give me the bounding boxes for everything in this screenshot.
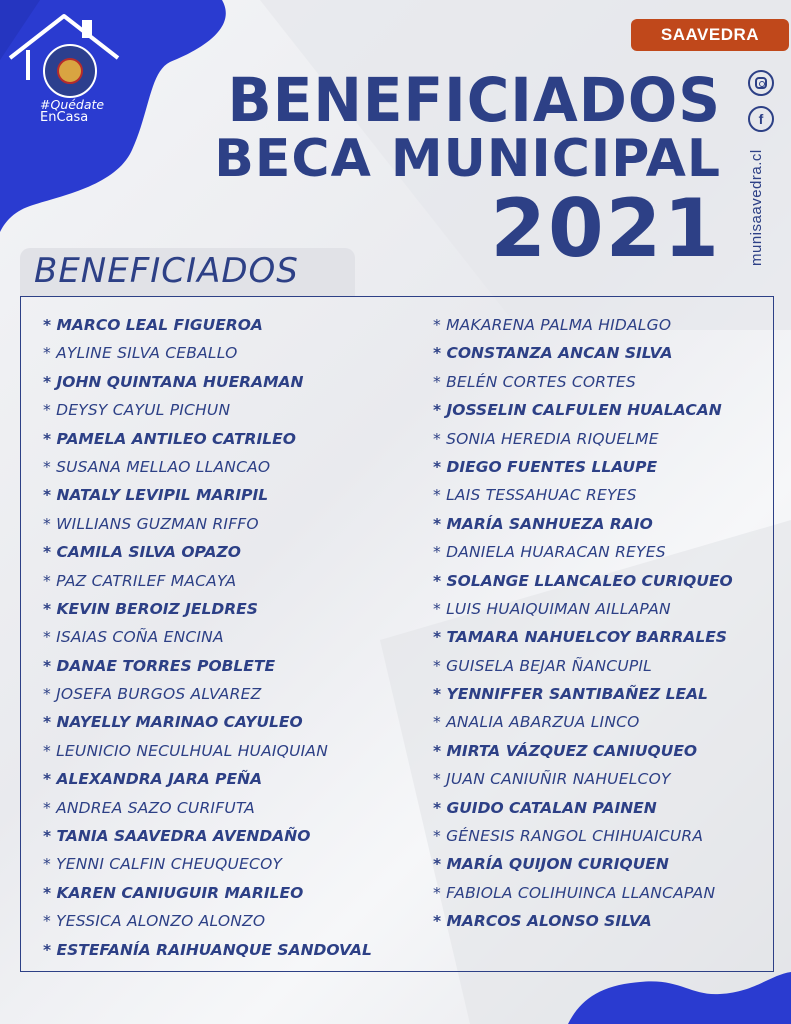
municipal-seal-icon: [43, 44, 97, 98]
list-item: * SONIA HEREDIA RIQUELME: [433, 429, 659, 448]
list-item: * SOLANGE LLANCALEO CURIQUEO: [433, 571, 733, 590]
list-item: * MAKARENA PALMA HIDALGO: [433, 316, 672, 334]
logo-tagline: [40, 98, 120, 124]
list-item: * NATALY LEVIPIL MARIPIL: [43, 486, 269, 505]
website-link[interactable]: munisaavedra.cl: [748, 149, 765, 266]
facebook-glyph: f: [758, 111, 764, 127]
title-line1: BENEFICIADOS: [227, 64, 721, 136]
list-item: * FABIOLA COLIHUINCA LLANCAPAN: [433, 883, 716, 902]
list-item: * MARÍA QUIJON CURIQUEN: [433, 855, 669, 874]
list-item: * AYLINE SILVA CEBALLO: [43, 344, 238, 363]
list-item: * DANAE TORRES POBLETE: [43, 656, 276, 675]
instagram-icon[interactable]: [748, 70, 774, 96]
list-item: * KAREN CANIUGUIR MARILEO: [43, 883, 304, 902]
list-item: * GUISELA BEJAR ÑANCUPIL: [433, 656, 653, 675]
logo-tagline-line1: #Quédate: [40, 97, 105, 112]
page-title: [214, 64, 721, 275]
list-item: * JOHN QUINTANA HUERAMAN: [43, 372, 304, 391]
list-item: * ANDREA SAZO CURIFUTA: [43, 798, 255, 817]
list-item: * ISAIAS COÑA ENCINA: [43, 628, 224, 647]
list-item: * PAZ CATRILEF MACAYA: [43, 571, 237, 590]
list-item: * NAYELLY MARINAO CAYULEO: [43, 713, 303, 732]
list-item: * BELÉN CORTES CORTES: [433, 372, 636, 391]
list-item: * YESSICA ALONZO ALONZO: [43, 912, 266, 931]
beneficiaries-list: [20, 296, 774, 972]
list-item: * PAMELA ANTILEO CATRILEO: [43, 429, 296, 448]
list-item: * MIRTA VÁZQUEZ CANIUQUEO: [433, 741, 698, 760]
list-item: * LUIS HUAIQUIMAN AILLAPAN: [433, 599, 671, 618]
list-item: * GUIDO CATALAN PAINEN: [433, 798, 657, 817]
beneficiaries-column-right: [433, 311, 773, 936]
list-item: * JOSSELIN CALFULEN HUALACAN: [433, 401, 722, 420]
title-year: 2021: [490, 182, 721, 275]
list-item: * DIEGO FUENTES LLAUPE: [433, 457, 658, 476]
title-line2: BECA MUNICIPAL: [214, 129, 721, 189]
list-item: * MARCO LEAL FIGUEROA: [43, 316, 263, 334]
list-item: * ALEXANDRA JARA PEÑA: [43, 770, 263, 789]
list-item: * YENNI CALFIN CHEUQUECOY: [43, 855, 283, 874]
social-links: [746, 66, 776, 266]
list-item: * ANALIA ABARZUA LINCO: [433, 713, 640, 732]
logo-tagline-line2: EnCasa: [40, 110, 89, 125]
list-item: * JOSEFA BURGOS ALVAREZ: [43, 685, 262, 704]
list-item: * KEVIN BEROIZ JELDRES: [43, 599, 258, 618]
list-item: * LEUNICIO NECULHUAL HUAIQUIAN: [43, 741, 328, 760]
list-item: * YENNIFFER SANTIBAÑEZ LEAL: [433, 685, 708, 704]
facebook-icon[interactable]: [748, 106, 774, 132]
section-label: BENEFICIADOS: [20, 248, 355, 296]
list-item: * LAIS TESSAHUAC REYES: [433, 486, 637, 505]
list-item: * SUSANA MELLAO LLANCAO: [43, 457, 271, 476]
list-item: * WILLIANS GUZMAN RIFFO: [43, 514, 259, 533]
list-item: * GÉNESIS RANGOL CHIHUAICURA: [433, 827, 704, 846]
list-item: * JUAN CANIUÑIR NAHUELCOY: [433, 770, 671, 789]
list-item: * MARCOS ALONSO SILVA: [433, 912, 652, 931]
list-item: * TANIA SAAVEDRA AVENDAÑO: [43, 827, 311, 846]
list-item: * DANIELA HUARACAN REYES: [433, 543, 666, 562]
list-item: * CONSTANZA ANCAN SILVA: [433, 344, 673, 363]
municipality-badge: SAAVEDRA: [631, 19, 789, 51]
list-item: * DEYSY CAYUL PICHUN: [43, 401, 231, 420]
beneficiaries-column-left: [43, 311, 423, 964]
seal-center-icon: [57, 58, 83, 84]
list-item: * CAMILA SILVA OPAZO: [43, 543, 241, 562]
list-item: * MARÍA SANHUEZA RAIO: [433, 514, 653, 533]
municipality-logo: [6, 10, 122, 130]
list-item: * TAMARA NAHUELCOY BARRALES: [433, 628, 727, 647]
list-item: * ESTEFANÍA RAIHUANQUE SANDOVAL: [43, 940, 372, 959]
